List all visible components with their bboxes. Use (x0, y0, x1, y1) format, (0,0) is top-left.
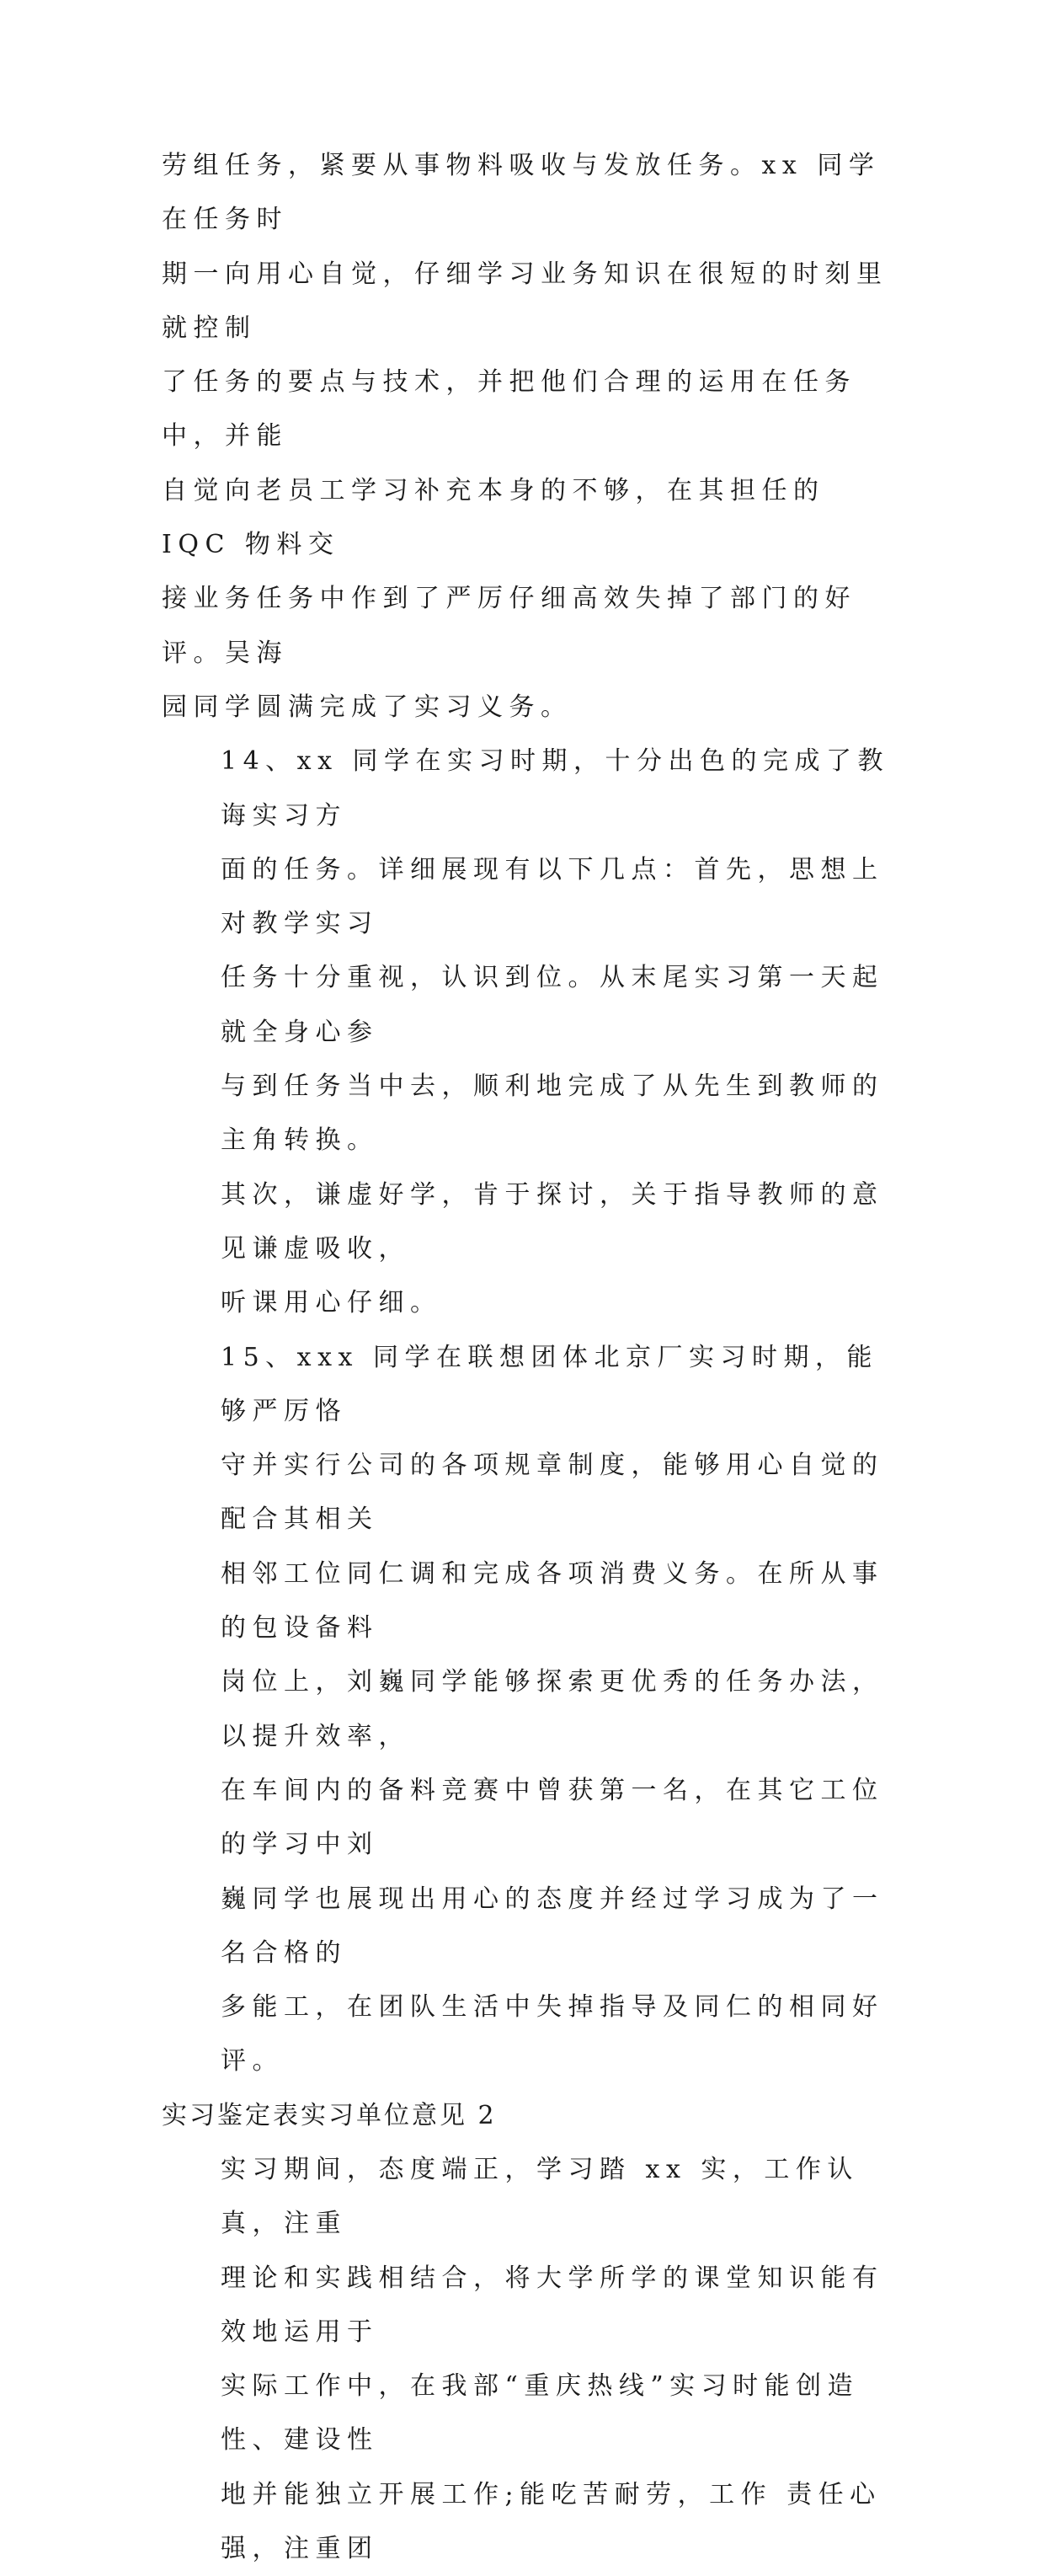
document-body (162, 139, 898, 2576)
paragraph-item-14: 14、xx 同学在实习时期，十分出色的完成了教诲实习方 面的任务。详细展现有以下几点：首先，思想上对教学实习 任务十分重视，认识到位。从末尾实习第一天起就全身心参 与到任务当中去，顺利地完成了从先生到教师的主角转换。 其次，谦虚好学，肯于探讨，关于指导教师的意见谦虚吸收， 听课用心仔细。 (221, 746, 890, 1318)
paragraph-item-15: 15、xxx 同学在联想团体北京厂实习时期，能够严厉恪 守并实行公司的各项规章制度，能够用心自觉的配合其相关 相邻工位同仁调和完成各项消费义务。在所从事的包设备料 岗位上，刘巍同学能够探索更优秀的任务办法，以提升效率， 在车间内的备料竞赛中曾获第一名，在其它工位的学习中刘 巍同学也展现出用心的态度并经过学习成为了一名合格的 多能工，在团队生活中失掉指导及同仁的相同好评。 (221, 1342, 884, 2076)
paragraph-continuation: 劳组任务，紧要从事物料吸收与发放任务。xx 同学在任务时 期一向用心自觉，仔细学习业务知识在很短的时刻里就控制 了任务的要点与技术，并把他们合理的运用在任务中，并能 自觉向老员工学习补充本身的不够，在其担任的 IQC 物料交 接业务任务中作到了严厉仔细高效失掉了部门的好评。吴海 园同学圆满完成了实习义务。 (162, 151, 888, 722)
paragraph-opinion: 实习期间，态度端正，学习踏 xx 实，工作认真，注重 理论和实践相结合，将大学所学的课堂知识能有效地运用于 实际工作中，在我部“重庆热线”实习时能创造性、建设性 地并能独立开展工作;能吃苦耐劳，工作 责任心强，注重团 (221, 2154, 884, 2564)
section-heading: 实习鉴定表实习单位意见 2 (162, 2100, 497, 2130)
